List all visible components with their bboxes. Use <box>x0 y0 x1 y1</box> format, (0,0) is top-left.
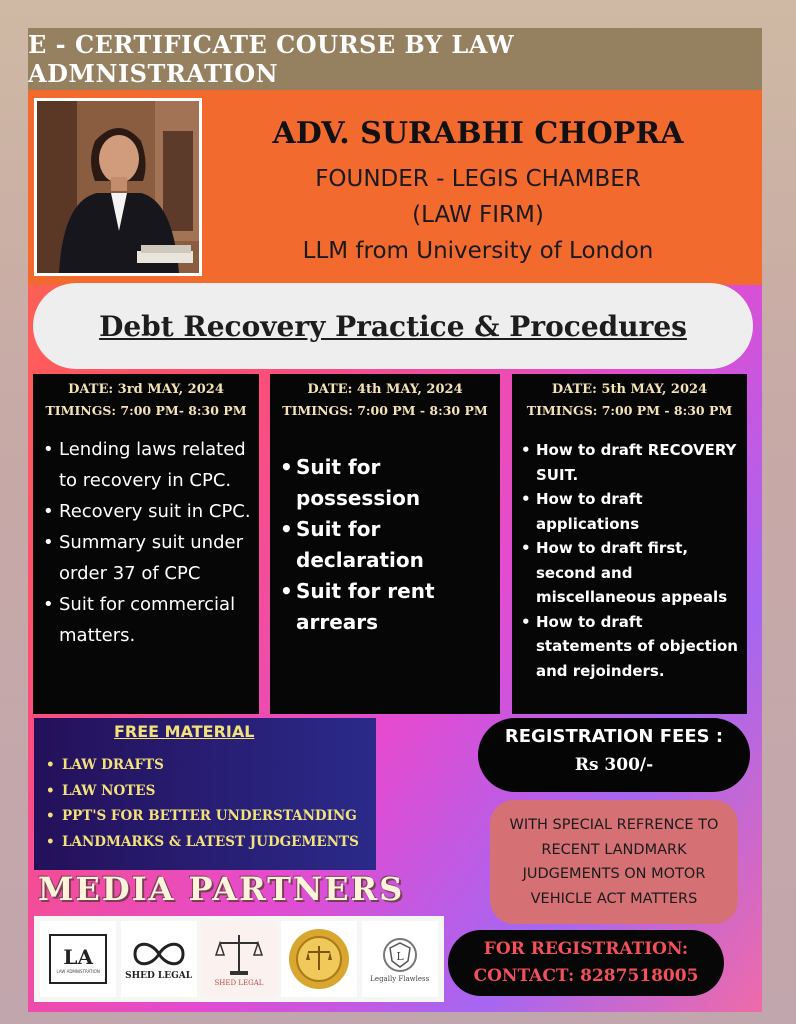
shield-logo-mark: L <box>396 950 404 963</box>
day-2-box <box>270 374 500 714</box>
la-logo <box>40 921 116 997</box>
list-item: • LAW NOTES <box>44 779 376 805</box>
day-2-topics <box>274 452 496 638</box>
list-item: • How to draft applications <box>516 487 743 536</box>
gold-seal-logo <box>281 921 357 997</box>
course-title-pill <box>33 283 753 369</box>
list-item: • How to draft statements of objection and rejoinders. <box>516 610 743 684</box>
list-item: • How to draft RECOVERY SUIT. <box>516 438 743 487</box>
registration-pill <box>448 930 724 996</box>
speaker-block <box>28 90 762 285</box>
poster-header <box>28 28 762 90</box>
portrait-photo-icon <box>37 101 199 273</box>
infinity-logo <box>121 921 197 997</box>
day-3-date: DATE: 5th MAY, 2024 <box>551 382 708 397</box>
legally-flawless-caption: Legally Flawless <box>370 975 430 983</box>
fees-label: REGISTRATION FEES : <box>504 726 724 747</box>
list-item: • How to draft first, second and miscellaneous appeals <box>516 536 743 610</box>
media-partners-title: MEDIA PARTNERS <box>38 870 405 908</box>
infinity-icon <box>129 937 189 971</box>
list-item: • LAW DRAFTS <box>44 753 376 779</box>
special-note: WITH SPECIAL REFRENCE TO RECENT LANDMARK JUDGEMENTS ON MOTOR VEHICLE ACT MATTERS <box>509 817 719 907</box>
course-title: Debt Recovery Practice & Procedures <box>99 309 687 343</box>
la-logo-mark: LA <box>63 944 93 969</box>
free-material-title: FREE MATERIAL <box>114 722 255 741</box>
day-3-timings: TIMINGS: 7:00 PM - 8:30 PM <box>526 403 733 418</box>
registration-contact[interactable]: CONTACT: 8287518005 <box>473 966 699 986</box>
media-partner-logos <box>34 916 444 1002</box>
list-item: • PPT'S FOR BETTER UNDERSTANDING <box>44 804 376 830</box>
list-item: • Lending laws related to recovery in CPC. <box>37 434 255 496</box>
la-logo-caption: LAW ADMNISTRATION <box>56 968 100 974</box>
legally-flawless-logo <box>362 921 438 997</box>
speaker-role: FOUNDER - LEGIS CHAMBER <box>315 166 641 192</box>
day-1-box <box>33 374 259 714</box>
scales-logo-mark: SHED LEGAL <box>214 979 264 987</box>
list-item: • LANDMARKS & LATEST JUDGEMENTS <box>44 830 376 856</box>
day-2-timings: TIMINGS: 7:00 PM - 8:30 PM <box>282 403 488 418</box>
infinity-logo-mark: SHED LEGAL <box>125 971 193 981</box>
special-note-box <box>490 800 738 924</box>
speaker-name: ADV. SURABHI CHOPRA <box>272 116 684 151</box>
scales-logo <box>201 921 277 997</box>
day-1-timings: TIMINGS: 7:00 PM- 8:30 PM <box>45 403 247 418</box>
free-material-box <box>34 718 376 870</box>
list-item: • Suit for possession <box>274 452 496 514</box>
day-1-date: DATE: 3rd MAY, 2024 <box>68 382 224 397</box>
list-item: • Suit for commercial matters. <box>37 589 255 651</box>
day-3-box <box>512 374 747 714</box>
day-1-topics <box>37 434 255 651</box>
day-3-topics <box>516 438 743 683</box>
registration-label: FOR REGISTRATION: <box>483 939 689 959</box>
speaker-photo <box>34 98 202 276</box>
fees-amount: Rs 300/- <box>574 755 654 775</box>
list-item: • Summary suit under order 37 of CPC <box>37 527 255 589</box>
registration-fees-pill <box>478 718 750 792</box>
header-title: E - CERTIFICATE COURSE BY LAW ADMNISTRATION <box>28 30 515 88</box>
gold-seal-icon <box>286 926 352 992</box>
speaker-qualification: LLM from University of London <box>302 238 654 264</box>
course-poster <box>28 28 762 1012</box>
speaker-firm-type: (LAW FIRM) <box>412 202 544 228</box>
day-2-date: DATE: 4th MAY, 2024 <box>307 382 463 397</box>
shield-icon <box>380 935 420 975</box>
scales-of-justice-icon <box>212 931 266 979</box>
list-item: • Suit for declaration <box>274 514 496 576</box>
free-material-list <box>44 753 376 855</box>
list-item: • Suit for rent arrears <box>274 576 496 638</box>
list-item: • Recovery suit in CPC. <box>37 496 255 527</box>
